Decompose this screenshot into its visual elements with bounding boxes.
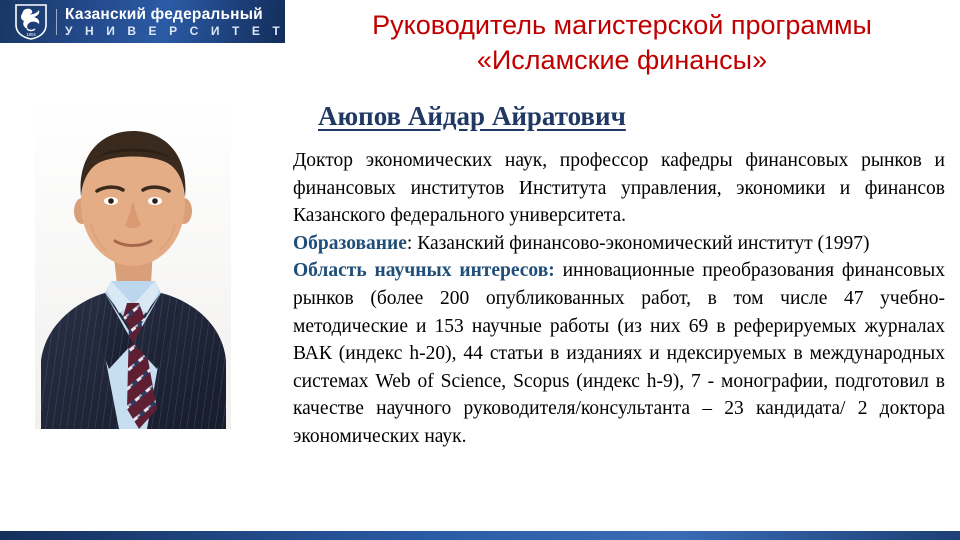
logo-founded-year: 1804 [26,32,36,37]
education-value: : Казанский финансово-экономический институт (1997) [406,232,870,254]
interests-line [293,257,945,450]
slide-title-line1: Руководитель магистерской программы [372,10,872,40]
portrait-illustration [35,99,231,429]
education-label: Образование [293,232,407,254]
interests-value: инновационные преобразования финансовых рынков (более 200 опубликованных работ, в том числе 47 учебно- методические и 153 научные работы (из них 69 в реферируемых журналах ВАК (индекс h-20), 44 статьи в изданиях и ндексируемых в международных системах Web of Science, Scopus (индекс h-9), 7 - монографии, подготовил в качестве научного руководителя/консультанта – 23 кандидата/ 2 доктора экономических наук. [293,260,945,447]
bottom-accent-bar [0,531,960,540]
portrait-photo [35,99,231,429]
logo-line1: Казанский федеральный [65,6,263,24]
university-logo-bar [0,0,285,43]
logo-divider [56,9,57,35]
slide-title [288,8,956,78]
biography-text [293,147,945,451]
education-line [293,230,945,258]
slide-title-line2: «Исламские финансы» [476,45,768,75]
university-shield-icon [13,3,49,40]
logo-text [65,5,284,38]
person-name: Аюпов Айдар Айратович [318,101,626,131]
bio-paragraph: Доктор экономических наук, профессор кафедры финансовых рынков и финансовых институтов Института управления, экономики и финансов Казанского федерального университета. [293,150,945,227]
interests-label: Область научных интересов: [293,260,555,282]
logo-line2: У Н И В Е Р С И Т Е Т [65,24,285,39]
